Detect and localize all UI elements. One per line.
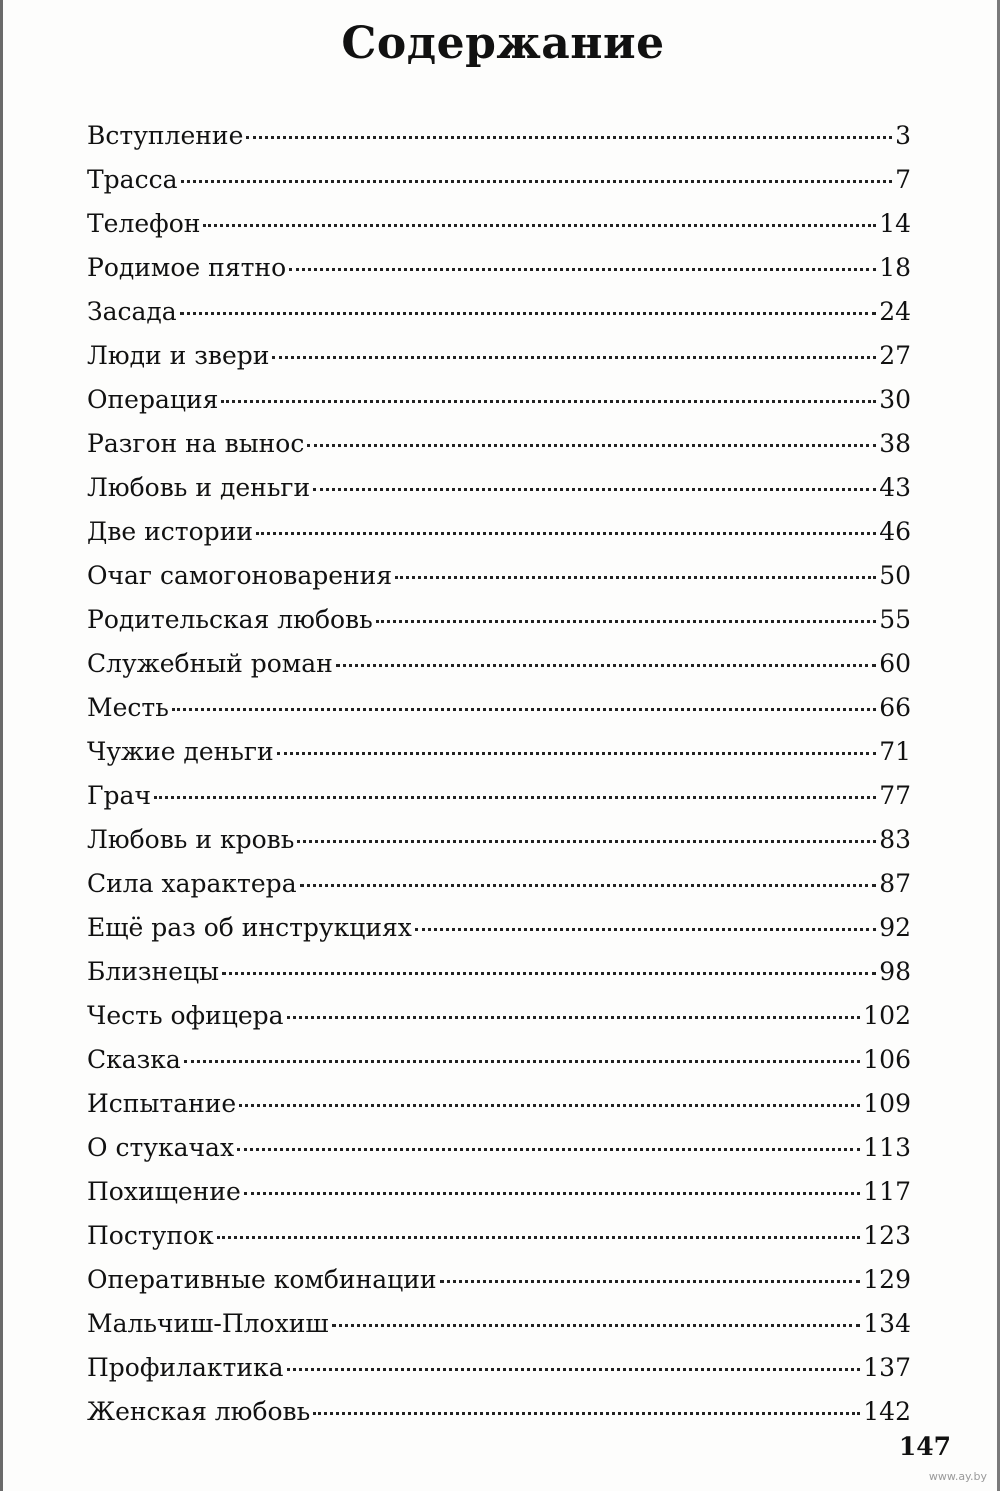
dot-leader bbox=[221, 400, 876, 403]
toc-entry-title: Ещё раз об инструкциях bbox=[87, 913, 412, 942]
toc-entry-title: Профилактика bbox=[87, 1353, 284, 1382]
toc-entry-title: Люди и звери bbox=[87, 341, 270, 370]
dot-leader bbox=[239, 1104, 860, 1107]
toc-entry-page: 117 bbox=[863, 1177, 911, 1206]
toc-entry-title: Испытание bbox=[87, 1089, 237, 1118]
toc-entry bbox=[87, 378, 911, 422]
toc-entry bbox=[87, 1170, 911, 1214]
dot-leader bbox=[289, 268, 876, 271]
toc-entry bbox=[87, 1302, 911, 1346]
watermark: www.ay.by bbox=[928, 1470, 987, 1483]
toc-entry-title: Родимое пятно bbox=[87, 253, 287, 282]
toc-entry-page: 24 bbox=[879, 297, 911, 326]
toc-entry-page: 92 bbox=[879, 913, 911, 942]
dot-leader bbox=[154, 796, 876, 799]
toc-entry-title: Чужие деньги bbox=[87, 737, 274, 766]
toc-entry bbox=[87, 950, 911, 994]
dot-leader bbox=[376, 620, 876, 623]
toc-entry bbox=[87, 466, 911, 510]
toc-entry-title: Служебный роман bbox=[87, 649, 333, 678]
toc-entry-page: 137 bbox=[863, 1353, 911, 1382]
toc-entry bbox=[87, 554, 911, 598]
dot-leader bbox=[313, 488, 876, 491]
toc-entry-page: 129 bbox=[863, 1265, 911, 1294]
toc-entry bbox=[87, 1258, 911, 1302]
toc-entry bbox=[87, 598, 911, 642]
toc-entry-page: 38 bbox=[879, 429, 911, 458]
table-of-contents bbox=[87, 114, 911, 1434]
toc-entry-title: Месть bbox=[87, 693, 169, 722]
toc-entry bbox=[87, 818, 911, 862]
toc-entry bbox=[87, 1038, 911, 1082]
toc-entry bbox=[87, 1214, 911, 1258]
toc-entry-page: 46 bbox=[879, 517, 911, 546]
toc-entry-title: Очаг самогоноварения bbox=[87, 561, 393, 590]
toc-entry-title: Поступок bbox=[87, 1221, 214, 1250]
dot-leader bbox=[203, 224, 876, 227]
toc-entry bbox=[87, 906, 911, 950]
dot-leader bbox=[172, 708, 876, 711]
toc-entry-page: 123 bbox=[863, 1221, 911, 1250]
toc-entry-page: 50 bbox=[879, 561, 911, 590]
toc-entry-title: Две истории bbox=[87, 517, 254, 546]
toc-entry-title: Похищение bbox=[87, 1177, 241, 1206]
toc-entry-page: 43 bbox=[879, 473, 911, 502]
dot-leader bbox=[287, 1016, 861, 1019]
toc-entry-title: Засада bbox=[87, 297, 177, 326]
toc-entry-page: 3 bbox=[895, 121, 911, 150]
toc-entry-page: 14 bbox=[879, 209, 911, 238]
toc-entry-page: 98 bbox=[879, 957, 911, 986]
dot-leader bbox=[180, 312, 877, 315]
dot-leader bbox=[297, 840, 876, 843]
toc-entry-title: Разгон на вынос bbox=[87, 429, 305, 458]
toc-entry-title: Любовь и деньги bbox=[87, 473, 311, 502]
dot-leader bbox=[272, 356, 876, 359]
toc-entry bbox=[87, 774, 911, 818]
toc-entry-title: Женская любовь bbox=[87, 1397, 311, 1426]
toc-entry-page: 142 bbox=[863, 1397, 911, 1426]
toc-entry-title: Телефон bbox=[87, 209, 201, 238]
dot-leader bbox=[415, 928, 876, 931]
toc-entry-title: Честь офицера bbox=[87, 1001, 284, 1030]
dot-leader bbox=[217, 1236, 861, 1239]
toc-entry-title: Операция bbox=[87, 385, 219, 414]
toc-entry-page: 77 bbox=[879, 781, 911, 810]
toc-entry bbox=[87, 422, 911, 466]
dot-leader bbox=[237, 1148, 860, 1151]
toc-entry bbox=[87, 1126, 911, 1170]
toc-entry-page: 71 bbox=[879, 737, 911, 766]
toc-entry-title: Трасса bbox=[87, 165, 178, 194]
toc-entry-page: 134 bbox=[863, 1309, 911, 1338]
page-number: 147 bbox=[898, 1432, 951, 1461]
toc-entry bbox=[87, 862, 911, 906]
toc-entry-page: 60 bbox=[879, 649, 911, 678]
toc-entry bbox=[87, 510, 911, 554]
toc-entry-title: Сила характера bbox=[87, 869, 297, 898]
toc-entry bbox=[87, 158, 911, 202]
toc-entry-page: 113 bbox=[863, 1133, 911, 1162]
toc-entry bbox=[87, 1390, 911, 1434]
dot-leader bbox=[332, 1324, 861, 1327]
toc-entry bbox=[87, 994, 911, 1038]
toc-entry bbox=[87, 642, 911, 686]
toc-entry-page: 83 bbox=[879, 825, 911, 854]
toc-entry-page: 27 bbox=[879, 341, 911, 370]
toc-entry-page: 109 bbox=[863, 1089, 911, 1118]
dot-leader bbox=[313, 1412, 860, 1415]
toc-entry bbox=[87, 290, 911, 334]
toc-entry-title: Оперативные комбинации bbox=[87, 1265, 437, 1294]
toc-entry-title: Грач bbox=[87, 781, 151, 810]
toc-entry-page: 87 bbox=[879, 869, 911, 898]
toc-entry bbox=[87, 730, 911, 774]
dot-leader bbox=[440, 1280, 861, 1283]
dot-leader bbox=[287, 1368, 861, 1371]
dot-leader bbox=[307, 444, 876, 447]
dot-leader bbox=[336, 664, 876, 667]
toc-entry-title: Любовь и кровь bbox=[87, 825, 295, 854]
toc-entry bbox=[87, 246, 911, 290]
toc-entry bbox=[87, 686, 911, 730]
toc-entry-title: Сказка bbox=[87, 1045, 181, 1074]
toc-entry-page: 7 bbox=[895, 165, 911, 194]
toc-entry bbox=[87, 1346, 911, 1390]
dot-leader bbox=[395, 576, 876, 579]
dot-leader bbox=[222, 972, 876, 975]
toc-entry-title: Мальчиш-Плохиш bbox=[87, 1309, 329, 1338]
dot-leader bbox=[181, 180, 893, 183]
dot-leader bbox=[256, 532, 876, 535]
toc-entry bbox=[87, 114, 911, 158]
dot-leader bbox=[246, 136, 892, 139]
dot-leader bbox=[300, 884, 877, 887]
toc-entry-page: 106 bbox=[863, 1045, 911, 1074]
toc-entry bbox=[87, 202, 911, 246]
toc-entry-page: 30 bbox=[879, 385, 911, 414]
dot-leader bbox=[244, 1192, 861, 1195]
toc-entry bbox=[87, 334, 911, 378]
toc-entry bbox=[87, 1082, 911, 1126]
toc-entry-title: Родительская любовь bbox=[87, 605, 373, 634]
toc-entry-page: 55 bbox=[879, 605, 911, 634]
dot-leader bbox=[184, 1060, 860, 1063]
toc-entry-title: О стукачах bbox=[87, 1133, 235, 1162]
toc-entry-page: 18 bbox=[879, 253, 911, 282]
page-title: Содержание bbox=[341, 18, 665, 69]
toc-entry-title: Близнецы bbox=[87, 957, 219, 986]
toc-entry-page: 66 bbox=[879, 693, 911, 722]
dot-leader bbox=[277, 752, 877, 755]
toc-entry-page: 102 bbox=[863, 1001, 911, 1030]
toc-entry-title: Вступление bbox=[87, 121, 244, 150]
